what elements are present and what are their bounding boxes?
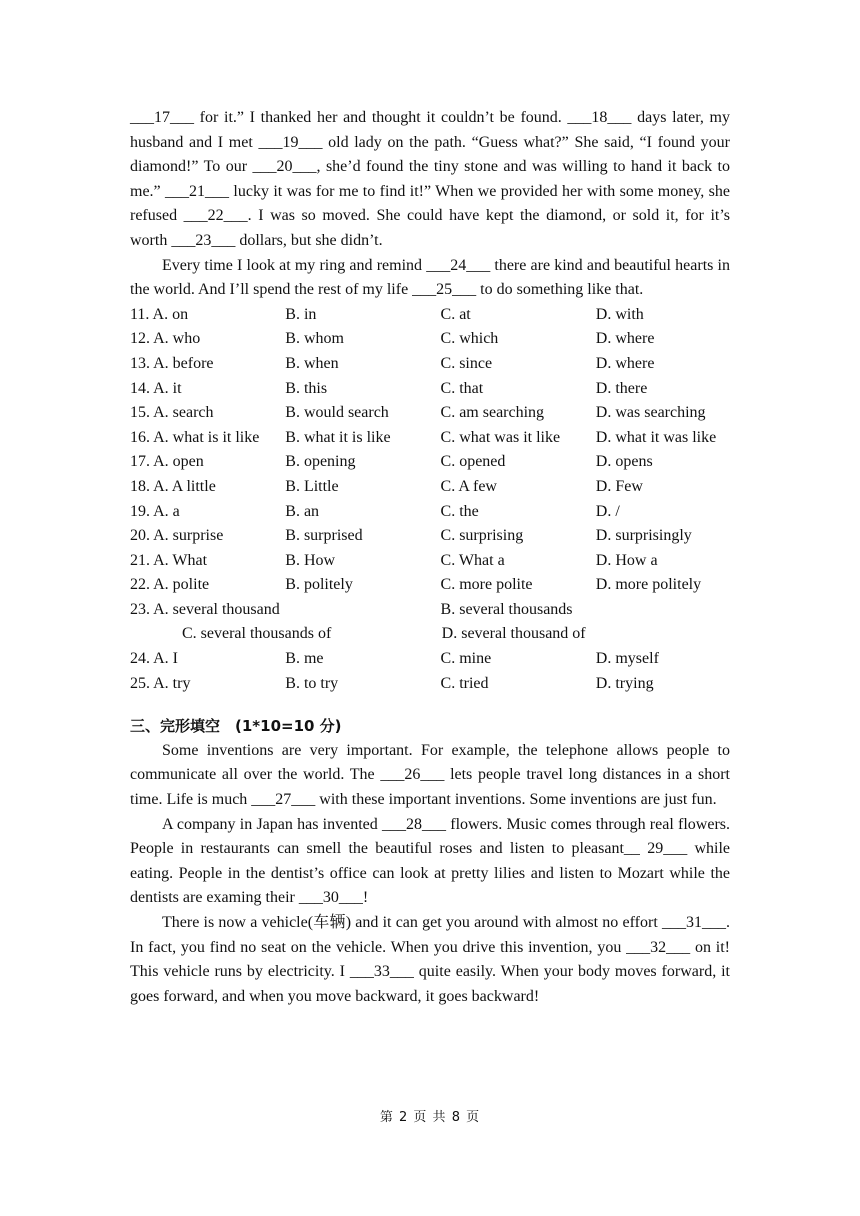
option-a: 11. A. on: [130, 305, 189, 323]
option-row-17: [130, 450, 730, 475]
section-title: 三、完形填空 (1*10=10 分): [130, 717, 342, 736]
option-row-18: [130, 475, 730, 500]
option-d: D. several thousand of: [441, 625, 586, 643]
option-row-23-cont: [130, 622, 730, 647]
option-b: B. whom: [285, 330, 344, 348]
page-number: 第 2 页 共 8 页: [379, 1110, 481, 1125]
option-row-25: [130, 672, 730, 697]
option-a: 23. A. several thousand: [130, 600, 280, 618]
option-c: C. which: [440, 330, 499, 348]
option-a: 15. A. search: [130, 404, 214, 422]
option-b: B. when: [285, 354, 339, 372]
option-b: B. an: [285, 502, 320, 520]
option-d: D. where: [595, 354, 655, 372]
option-b: B. opening: [285, 453, 356, 471]
cloze-paragraph-2: A company in Japan has invented ___28___ flowers. Music comes through real flowers. People in restaurants can smell the beautiful roses and listen to pleasant__ 29___ while eating. People in the dentist’s office can look at pretty lilies and listen to Mozart while the dentists are examing their ___30___!: [130, 815, 730, 907]
option-c: C. am searching: [440, 404, 545, 422]
options-list: [130, 303, 730, 697]
cloze-paragraph-1: Some inventions are very important. For example, the telephone allows people to communicate all over the world. The ___26___ lets people travel long distances in a short time. Life is much ___27___ with these important inventions. Some inventions are just fun.: [130, 741, 730, 809]
cloze-paragraph-3: There is now a vehicle(车辆) and it can get you around with almost no effort ___31___. In fact, you find no seat on the vehicle. When you drive this invention, you ___32___ on it! This vehicle runs by electricity. I ___33___ quite easily. When your body moves forward, it goes forward, and when you move backward, it goes backward!: [130, 914, 730, 1005]
option-d: D. opens: [595, 453, 653, 471]
option-c: C. several thousands of: [182, 625, 332, 643]
option-d: D. trying: [595, 674, 654, 692]
passage-paragraph-2: Every time I look at my ring and remind ___24___ there are kind and beautiful hearts in the world. And I’ll spend the rest of my life ___25___ to do something like that.: [130, 256, 730, 299]
option-c: C. that: [440, 379, 484, 397]
page-content: [130, 106, 730, 1009]
option-a: 16. A. what is it like: [130, 428, 260, 446]
option-row-16: [130, 426, 730, 451]
option-d: D. there: [595, 379, 648, 397]
option-b: B. How: [285, 551, 336, 569]
option-c: C. tried: [440, 674, 489, 692]
option-c: C. surprising: [440, 527, 524, 545]
option-a: 13. A. before: [130, 354, 214, 372]
option-row-12: [130, 327, 730, 352]
option-row-15: [130, 401, 730, 426]
option-d: D. where: [595, 330, 655, 348]
option-a: 21. A. What: [130, 551, 208, 569]
option-a: 12. A. who: [130, 330, 201, 348]
option-row-24: [130, 647, 730, 672]
option-b: B. several thousands: [440, 600, 573, 618]
option-d: D. myself: [595, 650, 659, 668]
option-d: D. /: [595, 502, 620, 520]
option-a: 20. A. surprise: [130, 527, 224, 545]
option-row-14: [130, 377, 730, 402]
option-row-22: [130, 573, 730, 598]
option-b: B. politely: [285, 576, 353, 594]
option-c: C. mine: [440, 650, 492, 668]
option-d: D. with: [595, 305, 644, 323]
option-a: 24. A. I: [130, 650, 178, 668]
option-a: 19. A. a: [130, 502, 180, 520]
option-row-13: [130, 352, 730, 377]
option-b: B. Little: [285, 477, 339, 495]
option-row-11: [130, 303, 730, 328]
option-c: C. What a: [440, 551, 505, 569]
option-b: B. in: [285, 305, 317, 323]
option-a: 25. A. try: [130, 674, 191, 692]
option-c: C. A few: [440, 477, 497, 495]
option-b: B. this: [285, 379, 328, 397]
option-b: B. surprised: [285, 527, 363, 545]
option-c: C. since: [440, 354, 493, 372]
option-d: D. Few: [595, 477, 643, 495]
passage-paragraph-1: ___17___ for it.” I thanked her and thought it couldn’t be found. ___18___ days later, my husband and I met ___19___ old lady on the path. “Guess what?” She said, “I found your diamond!” To our ___20___, she’d found the tiny stone and was willing to hand it back to me.” ___21___ lucky it was for me to find it!” When we provided her with some money, she refused ___22___. I was so moved. She could have kept the diamond, or sold it, for it’s worth ___23___ dollars, but she didn’t.: [130, 109, 730, 249]
option-c: C. more polite: [440, 576, 533, 594]
option-b: B. me: [285, 650, 324, 668]
option-d: D. surprisingly: [595, 527, 692, 545]
option-c: C. at: [440, 305, 471, 323]
option-c: C. opened: [440, 453, 506, 471]
option-c: C. what was it like: [440, 428, 561, 446]
option-b: B. would search: [285, 404, 389, 422]
option-b: B. to try: [285, 674, 339, 692]
option-a: 22. A. polite: [130, 576, 210, 594]
option-a: 17. A. open: [130, 453, 204, 471]
option-d: D. more politely: [595, 576, 702, 594]
option-row-21: [130, 549, 730, 574]
option-row-23: [130, 598, 730, 623]
option-a: 14. A. it: [130, 379, 182, 397]
option-row-20: [130, 524, 730, 549]
option-a: 18. A. A little: [130, 477, 216, 495]
option-d: D. How a: [595, 551, 658, 569]
option-row-19: [130, 500, 730, 525]
option-c: C. the: [440, 502, 479, 520]
option-d: D. was searching: [595, 404, 706, 422]
option-b: B. what it is like: [285, 428, 391, 446]
option-d: D. what it was like: [595, 428, 717, 446]
